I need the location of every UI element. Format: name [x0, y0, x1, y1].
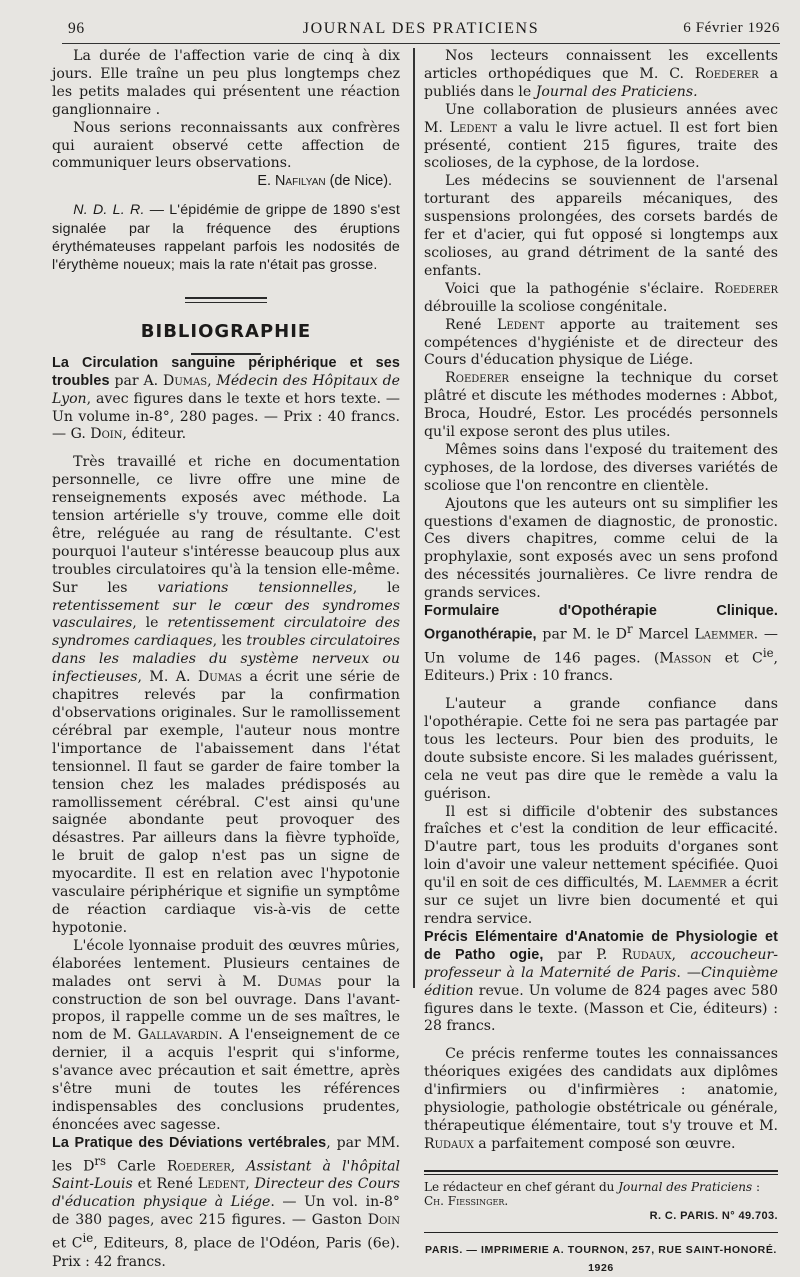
issue-date: 6 Février 1926	[683, 20, 780, 36]
editor-note: N. D. L. R. — L'épidémie de grippe de 1890 s'est signalée par la fréquence des éruptions érythémateuses rappelant parfois les nodosités de l'érythème noueux; mais la rate n'était pas grosse.	[52, 202, 400, 274]
note-label: N. D. L. R.	[73, 202, 145, 219]
left-column	[52, 48, 400, 1271]
paragraph: L'école lyonnaise produit des œuvres mûries, élaborées lentement. Plusieurs centaines de malades ont servi à M. Dumas pour la construction de son bel ouvrage. Dans l'avant-propos, il rappelle comme un de ses maîtres, le nom de M. Gallavardin. A l'enseignement de ce dernier, il a acquis l'esprit qui s'informe, s'avance avec précaution et sait émettre, après s'être muni de toutes les références indispensables des conclusions prudentes, énoncées avec sagesse.	[52, 937, 400, 1133]
paragraph: René Ledent apporte au traitement ses compétences d'hygiéniste et de directeur des Cours d'éducation physique de Liége.	[424, 316, 778, 369]
paragraph: Il est si difficile d'obtenir des substances fraîches et c'est la condition de leur efficacité. D'autre part, tous les produits d'organes sont loin d'avoir une valeur nettement spécifiée. Quoi qu'il en soit de ces difficultés, M. Laemmer a écrit sur ce sujet un livre bien documenté et qui rendra service.	[424, 803, 779, 927]
paragraph: Ce précis renferme toutes les connaissances théoriques exigées des candidats aux diplômes d'infirmiers ou d'infirmières : anatomie, physiologie, pathologie obstétricale ou générale, thérapeutique élémentaire, tout s'y trouve et M. Rudaux a parfaitement composé son œuvre.	[424, 1046, 778, 1152]
printer-imprint: PARIS. — IMPRIMERIE A. TOURNON, 257, RUE SAINT-HONORÉ. 1926	[425, 1243, 777, 1274]
section-title: BIBLIOGRAPHIE	[140, 320, 312, 342]
registration-number: R. C. PARIS. N° 49.703.	[649, 1209, 778, 1222]
paragraph: Ajoutons que les auteurs ont su simplifier les questions d'examen de diagnostic, de pronostic. Ces divers chapitres, comme celui de la prophylaxie, sont exposés avec un sens profond des nécessités journalières. Ce livre rendra de grands services.	[424, 495, 778, 602]
paragraph: Nos lecteurs connaissent les excellents articles orthopédiques que M. C. Roederer a publiés dans le Journal des Praticiens.	[424, 48, 779, 100]
paragraph: Très travaillé et riche en documentation personnelle, ce livre offre une mine de renseignements exposés avec méthode. La tension artérielle s'y trouve, comme elle doit être, reléguée au rang de résultante. C'est pourquoi l'auteur s'intéresse beaucoup plus aux troubles circulatoires qu'à la tension elle-même. Sur les variations tensionnelles, le retentissement sur le cœur des syndromes vasculaires, le retentissement circulatoire des syndromes cardiaques, les troubles circulatoires dans les maladies du système nerveux ou infectieuses, M. A. Dumas a écrit une série de chapitres relevés par la confirmation d'observations originales. Sur le ramollissement cérébral par exemple, l'auteur nous montre l'importance de l'abaissement dans l'état tensionnel. Il faut se garder de faire tomber la tension chez les malades prédisposés au ramollissement cérébral. C'est ainsi qu'une saignée abondante peut provoquer des désastres. Par ailleurs dans la fièvre typhoïde, le bruit de galop n'est pas un signe de myocardite. Il est en relation avec l'hypotonie vasculaire périphérique et signifie un symptôme de réaction cardiaque vis-à-vis de cette hypotonie.	[52, 454, 400, 936]
ornament-rule	[185, 297, 267, 303]
journal-title: JOURNAL DES PRATICIENS	[302, 20, 540, 37]
editor-credit: Le rédacteur en chef gérant du Journal des Praticiens : Ch. Fiessinger.	[424, 1179, 761, 1208]
page-number: 96	[68, 20, 85, 37]
bibliography-entry-heading: La Circulation sanguine périphérique et ses troubles par A. Dumas, Médecin des Hôpitaux de Lyon, avec figures dans le texte et hors texte. — Un volume in-8°, 280 pages. — Prix : 40 francs. — G. Doin, éditeur.	[52, 354, 400, 443]
paragraph: Voici que la pathogénie s'éclaire. Roederer débrouille la scoliose congénitale.	[424, 280, 778, 315]
footer-rule	[424, 1170, 778, 1172]
paragraph: La durée de l'affection varie de cinq à dix jours. Elle traîne un peu plus longtemps chez les petits malades qui présentent une réaction ganglionnaire .	[52, 48, 400, 118]
paragraph: Mêmes soins dans l'exposé du traitement des cyphoses, de la lordose, des diverses variétés de scoliose que l'on rencontre en clientèle.	[424, 441, 778, 494]
bibliography-entry-heading: Précis Elémentaire d'Anatomie de Physiologie et de Patho ogie, par P. Rudaux, accoucheur-professeur à la Maternité de Paris. —Cinquième édition revue. Un volume de 824 pages avec 580 figures dans le texte. (Masson et Cie, éditeurs) : 28 francs.	[424, 928, 778, 1035]
bibliography-entry-heading: La Pratique des Déviations vertébrales, par MM. les $D^{rs}$ Carle Roederer, Assistant à l'hôpital Saint-Louis et René Ledent, Directeur des Cours d'éducation physique à Liége. — Un vol. in-8° de 380 pages, avec 215 figures. — Gaston Doin et $C^{ie}$, Editeurs, 8, place de l'Odéon, Paris (6e). Prix : 42 francs.	[52, 1134, 401, 1270]
footer-rule	[424, 1232, 778, 1233]
header-rule	[62, 43, 780, 44]
paragraph: L'auteur a grande confiance dans l'opothérapie. Cette foi ne sera pas partagée par tous les lecteurs. Pour bien des produits, le doute subsiste encore. Si les malades guérissent, cela ne veut pas dire que le remède a valu la guérison.	[424, 696, 778, 802]
paragraph: Les médecins se souviennent de l'arsenal torturant des appareils mécaniques, des suspensions prolongées, des corsets bardés de fer et d'acier, qui fut opposé si longtemps aux scolioses, au grand détriment de la santé des enfants.	[424, 173, 778, 279]
right-column	[424, 48, 778, 1277]
footer-rule	[424, 1174, 778, 1175]
paragraph: Une collaboration de plusieurs années avec M. Ledent a valu le livre actuel. Il est fort bien présenté, contient 215 figures, traite des scolioses, de la cyphose, de la lordose.	[424, 101, 778, 172]
paragraph: Nous serions reconnaissants aux confrères qui auraient observé cette affection de communiquer leurs observations.	[52, 119, 400, 172]
signature: E. Nafilyan (de Nice).	[257, 173, 392, 190]
bibliography-entry-heading: Formulaire d'Opothérapie Clinique. Organothérapie, par M. le $D^r$ Marcel Laemmer. — Un volume de 146 pages. (Masson et $C^{ie}$, Editeurs.) Prix : 10 francs.	[424, 603, 779, 685]
column-divider	[413, 48, 415, 988]
page-header	[62, 20, 780, 44]
paragraph: Roederer enseigne la technique du corset plâtré et discute les méthodes modernes : Abbot, Broca, Houdré, Estor. Les procédés personnels qu'il expose seront des plus utiles.	[424, 370, 778, 441]
